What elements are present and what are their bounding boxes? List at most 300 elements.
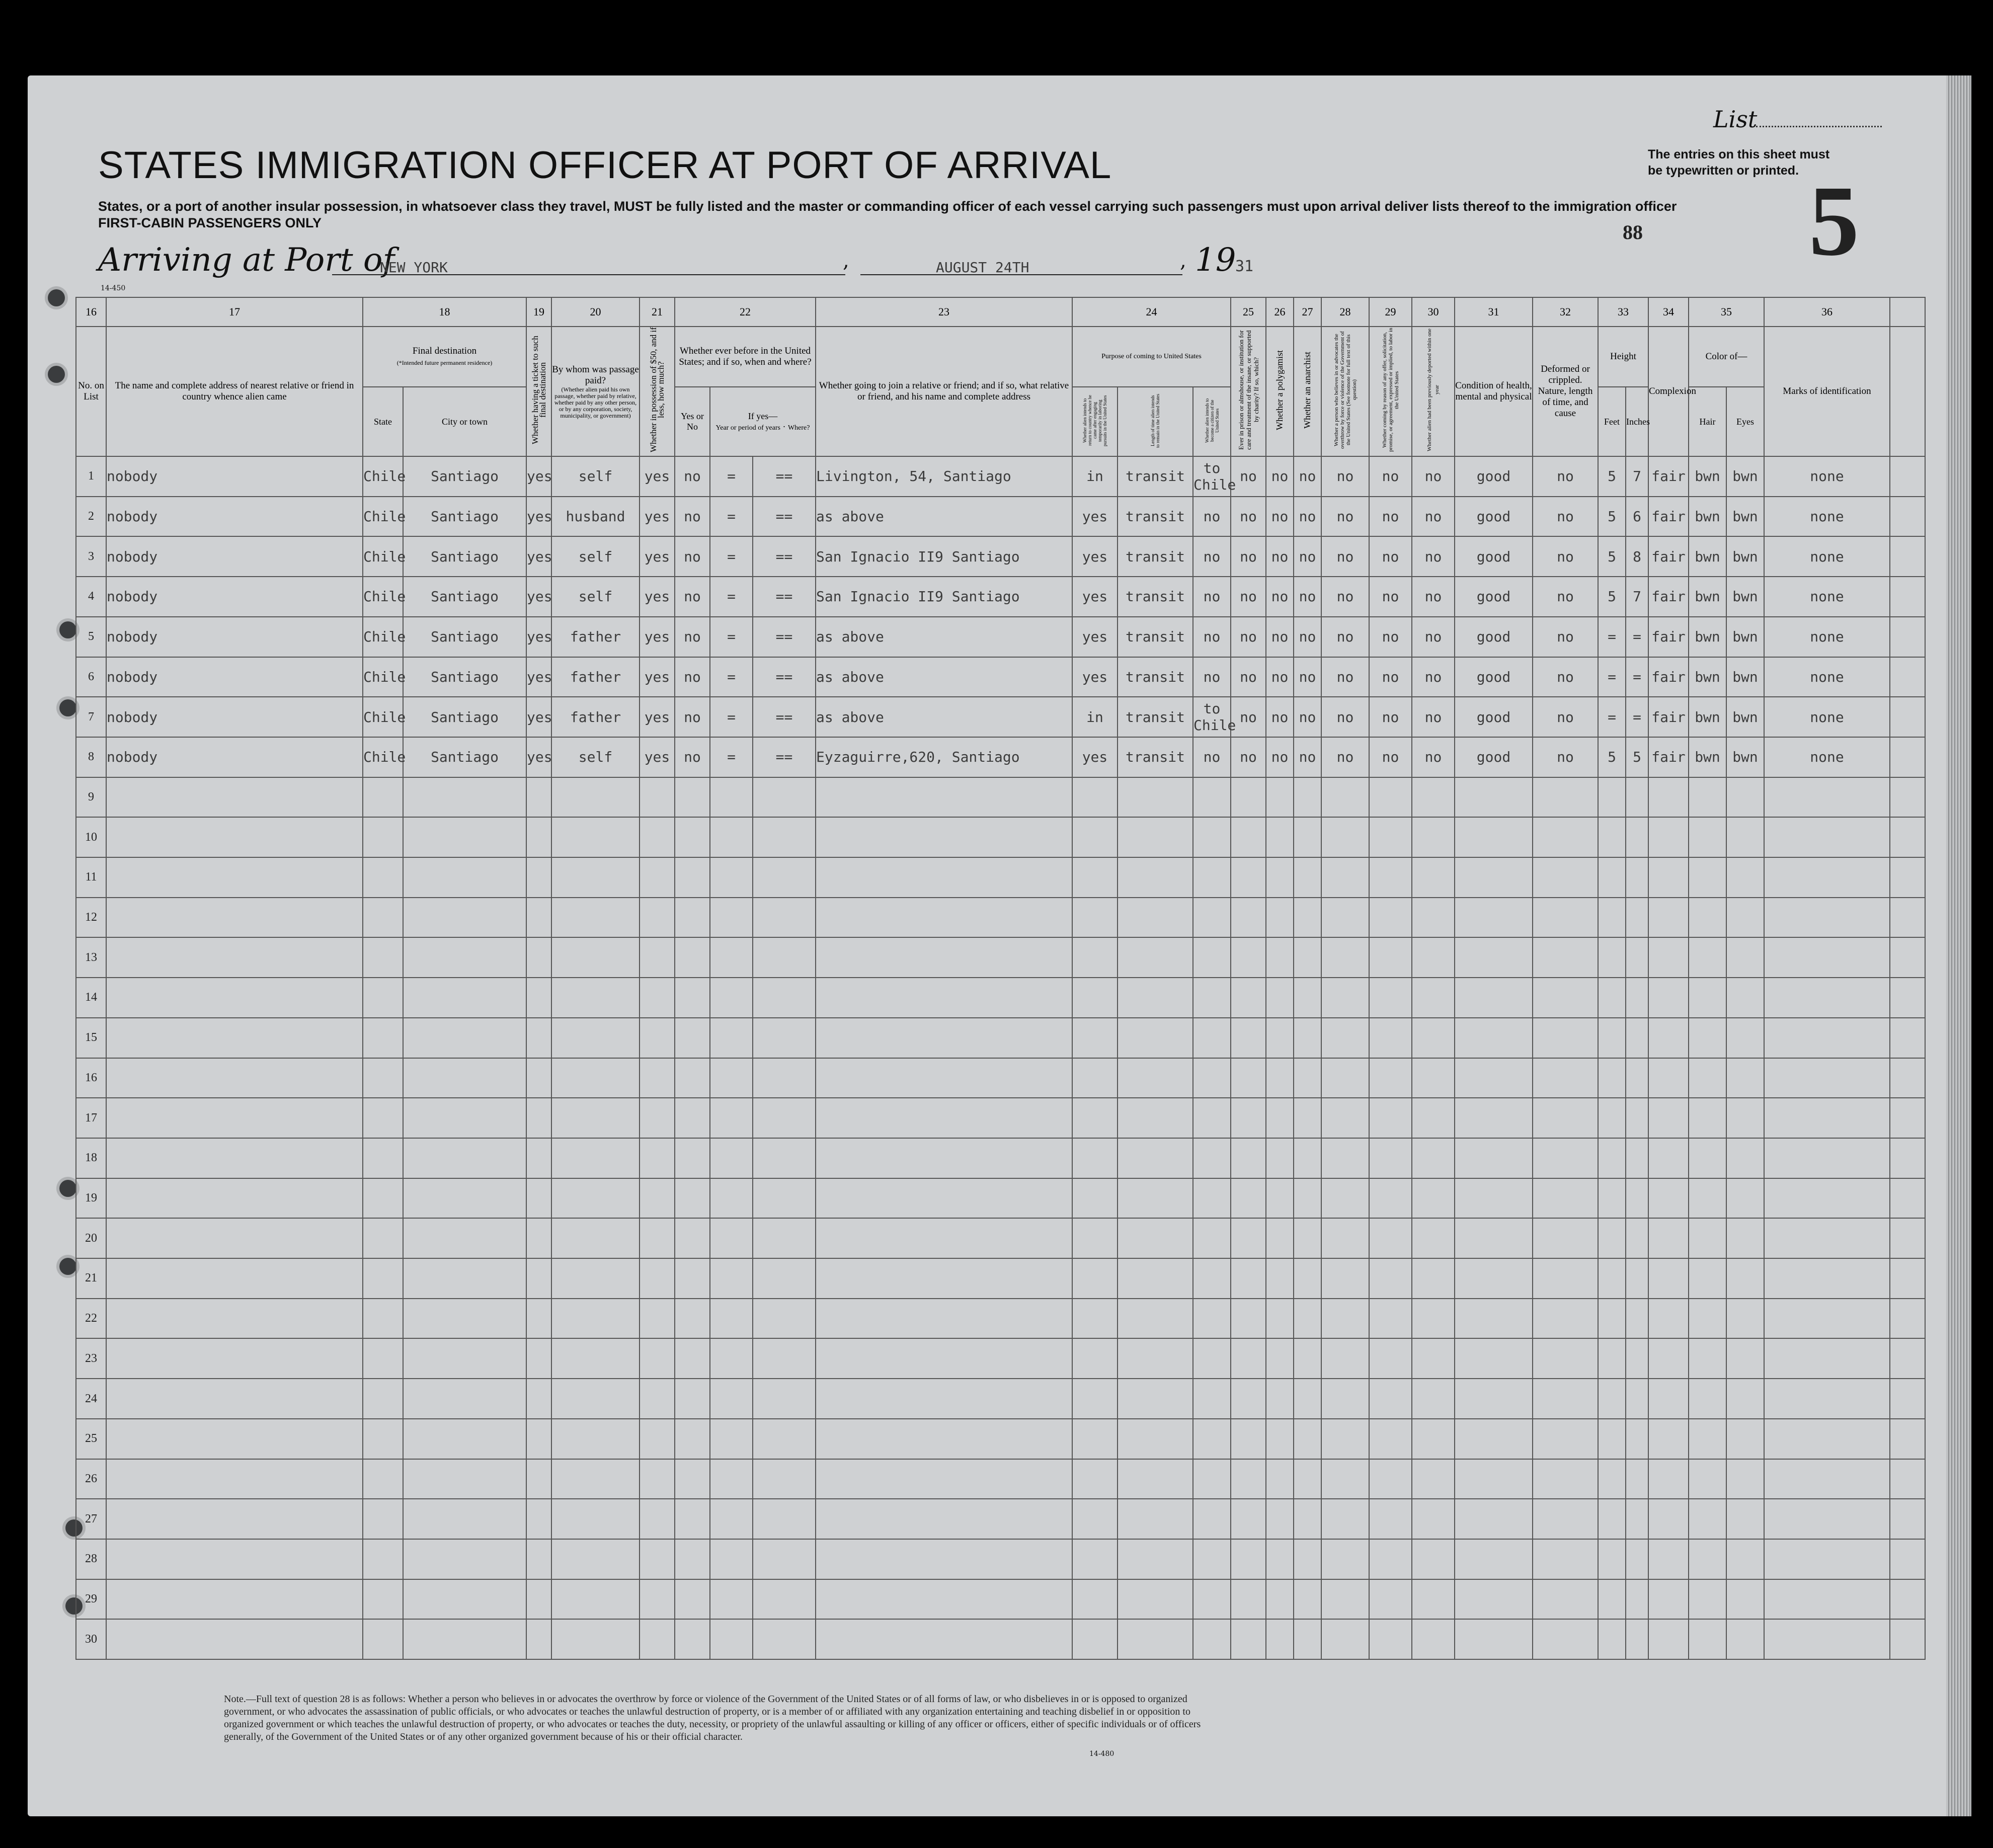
empty-cell — [1412, 937, 1455, 978]
years-cell: = — [710, 497, 753, 537]
empty-cell — [1294, 1138, 1321, 1178]
empty-cell — [1294, 1459, 1321, 1499]
extra-cell — [1890, 536, 1925, 577]
empty-cell — [1369, 1459, 1412, 1499]
purpose-return-cell: yes — [1072, 617, 1118, 657]
empty-cell — [816, 1619, 1072, 1659]
marks-cell: none — [1764, 617, 1890, 657]
eyes-cell: bwn — [1726, 536, 1764, 577]
money-cell: yes — [640, 737, 675, 777]
empty-cell — [1231, 1138, 1266, 1178]
empty-cell — [1072, 777, 1118, 818]
empty-cell — [1072, 937, 1118, 978]
row-number: 11 — [76, 857, 106, 898]
empty-cell — [526, 1619, 551, 1659]
state-cell: Chile — [363, 456, 403, 497]
sheet-number: 5 — [1809, 166, 1859, 277]
empty-cell — [1726, 1539, 1764, 1579]
empty-cell — [1598, 1579, 1626, 1620]
empty-cell — [1533, 1499, 1598, 1539]
relative-cell: nobody — [106, 497, 363, 537]
q30-cell: no — [1412, 657, 1455, 697]
empty-cell — [1266, 1218, 1294, 1258]
empty-cell — [1533, 937, 1598, 978]
empty-cell — [1890, 1258, 1925, 1299]
empty-cell — [1412, 1459, 1455, 1499]
empty-cell — [1626, 978, 1648, 1018]
empty-cell — [1294, 898, 1321, 938]
empty-cell — [1294, 777, 1321, 818]
empty-cell — [1118, 1178, 1193, 1219]
empty-cell — [106, 1058, 363, 1098]
empty-cell — [1455, 1459, 1533, 1499]
empty-cell — [1689, 1098, 1726, 1138]
eyes-cell: bwn — [1726, 737, 1764, 777]
empty-cell — [1231, 1499, 1266, 1539]
empty-cell — [403, 1098, 526, 1138]
empty-cell — [526, 1258, 551, 1299]
q30-cell: no — [1412, 617, 1455, 657]
empty-cell — [1369, 1379, 1412, 1419]
header-prison: Ever in prison or almshouse, or institution for care and treatment of the insane, or supported by charity? If so, which? — [1231, 327, 1266, 456]
empty-cell — [710, 777, 753, 818]
empty-cell — [1533, 1459, 1598, 1499]
empty-cell — [1764, 1218, 1890, 1258]
empty-cell — [1321, 1338, 1369, 1379]
empty-cell — [1726, 937, 1764, 978]
empty-cell — [1598, 1098, 1626, 1138]
empty-cell — [710, 1579, 753, 1620]
empty-cell — [1231, 1178, 1266, 1219]
empty-cell — [106, 1419, 363, 1459]
empty-cell — [1598, 857, 1626, 898]
row-number: 13 — [76, 937, 106, 978]
empty-cell — [1231, 1018, 1266, 1058]
empty-cell — [526, 978, 551, 1018]
city-cell: Santiago — [403, 456, 526, 497]
join-cell: Eyzaguirre,620, Santiago — [816, 737, 1072, 777]
where-cell: == — [753, 737, 816, 777]
header-labor-offer: Whether coming by reason of any offer, solicitation, promise, or agreement, expressed or implied, to labor in the United States — [1369, 327, 1412, 456]
empty-cell — [1294, 1178, 1321, 1219]
empty-cell — [403, 857, 526, 898]
empty-cell — [1321, 1058, 1369, 1098]
empty-cell — [1369, 1619, 1412, 1659]
empty-cell — [1294, 1379, 1321, 1419]
empty-cell — [551, 1018, 640, 1058]
empty-cell — [640, 817, 675, 857]
list-label: List — [1713, 106, 1758, 133]
header-before-in-us: Whether ever before in the United States; and if so, when and where? — [675, 327, 816, 387]
empty-cell — [1689, 1258, 1726, 1299]
empty-cell — [1764, 1619, 1890, 1659]
eyes-cell: bwn — [1726, 577, 1764, 617]
complexion-cell: fair — [1648, 536, 1689, 577]
empty-cell — [1626, 1619, 1648, 1659]
stamp-number: 88 — [1623, 221, 1643, 244]
empty-cell — [753, 978, 816, 1018]
empty-cell — [1266, 1379, 1294, 1419]
empty-cell — [1266, 1419, 1294, 1459]
empty-cell — [1689, 937, 1726, 978]
empty-cell — [1193, 1419, 1231, 1459]
empty-cell — [1533, 978, 1598, 1018]
ticket-cell: yes — [526, 737, 551, 777]
relative-cell: nobody — [106, 737, 363, 777]
empty-cell — [816, 1379, 1072, 1419]
empty-cell — [1231, 937, 1266, 978]
empty-cell — [1726, 857, 1764, 898]
empty-cell — [106, 1218, 363, 1258]
purpose-length-cell: transit — [1118, 497, 1193, 537]
empty-cell — [1626, 817, 1648, 857]
empty-cell — [526, 1379, 551, 1419]
empty-cell — [551, 817, 640, 857]
empty-cell — [675, 1619, 710, 1659]
empty-cell — [1072, 857, 1118, 898]
inches-cell: 5 — [1626, 737, 1648, 777]
empty-cell — [526, 1539, 551, 1579]
where-cell: == — [753, 456, 816, 497]
empty-cell — [1072, 1419, 1118, 1459]
empty-cell — [675, 1419, 710, 1459]
empty-cell — [1598, 1459, 1626, 1499]
empty-cell — [551, 1098, 640, 1138]
empty-cell — [1626, 1459, 1648, 1499]
join-cell: as above — [816, 657, 1072, 697]
table-row — [76, 1619, 1925, 1659]
marks-cell: none — [1764, 737, 1890, 777]
hair-cell: bwn — [1689, 497, 1726, 537]
empty-cell — [1412, 1018, 1455, 1058]
empty-cell — [1726, 1098, 1764, 1138]
empty-cell — [1294, 817, 1321, 857]
row-number: 21 — [76, 1258, 106, 1299]
empty-cell — [710, 1218, 753, 1258]
complexion-cell: fair — [1648, 697, 1689, 737]
empty-cell — [1321, 817, 1369, 857]
col-num-32: 32 — [1533, 297, 1598, 327]
empty-cell — [1533, 1338, 1598, 1379]
empty-cell — [106, 1338, 363, 1379]
empty-cell — [1598, 978, 1626, 1018]
empty-cell — [1118, 937, 1193, 978]
state-cell: Chile — [363, 737, 403, 777]
join-cell: Livington, 54, Santiago — [816, 456, 1072, 497]
empty-cell — [1231, 1579, 1266, 1620]
deformed-cell: no — [1533, 577, 1598, 617]
empty-cell — [1890, 1058, 1925, 1098]
col-num-21: 21 — [640, 297, 675, 327]
header-height: Height — [1598, 327, 1648, 387]
state-cell: Chile — [363, 536, 403, 577]
table-row — [76, 497, 1925, 537]
row-number: 8 — [76, 737, 106, 777]
empty-cell — [526, 1299, 551, 1339]
empty-cell — [1193, 1138, 1231, 1178]
empty-cell — [1689, 1018, 1726, 1058]
col-num-31: 31 — [1455, 297, 1533, 327]
empty-cell — [1626, 1419, 1648, 1459]
relative-cell: nobody — [106, 657, 363, 697]
empty-cell — [1266, 777, 1294, 818]
empty-cell — [1648, 817, 1689, 857]
inches-cell: = — [1626, 617, 1648, 657]
empty-cell — [1072, 978, 1118, 1018]
empty-cell — [710, 1058, 753, 1098]
empty-cell — [1072, 1499, 1118, 1539]
complexion-cell: fair — [1648, 657, 1689, 697]
empty-cell — [1118, 1138, 1193, 1178]
q29-cell: no — [1369, 577, 1412, 617]
empty-cell — [1369, 978, 1412, 1018]
row-number: 19 — [76, 1178, 106, 1219]
years-cell: = — [710, 577, 753, 617]
row-number: 14 — [76, 978, 106, 1018]
empty-cell — [551, 1338, 640, 1379]
empty-cell — [1294, 1619, 1321, 1659]
table-row — [76, 1419, 1925, 1459]
paid-by-cell: self — [551, 536, 640, 577]
ticket-cell: yes — [526, 577, 551, 617]
empty-cell — [1231, 1338, 1266, 1379]
empty-cell — [816, 1338, 1072, 1379]
table-row — [76, 1018, 1925, 1058]
empty-cell — [1294, 1499, 1321, 1539]
empty-cell — [1193, 1058, 1231, 1098]
empty-cell — [403, 1459, 526, 1499]
polygamist-cell: no — [1266, 657, 1294, 697]
empty-cell — [1533, 1539, 1598, 1579]
empty-cell — [1648, 1499, 1689, 1539]
empty-cell — [1689, 1299, 1726, 1339]
empty-cell — [1231, 898, 1266, 938]
money-cell: yes — [640, 497, 675, 537]
empty-cell — [403, 817, 526, 857]
empty-cell — [1455, 1419, 1533, 1459]
empty-cell — [1266, 1459, 1294, 1499]
eyes-cell: bwn — [1726, 697, 1764, 737]
ticket-cell: yes — [526, 697, 551, 737]
empty-cell — [710, 1379, 753, 1419]
empty-cell — [1321, 1299, 1369, 1339]
empty-cell — [1598, 1018, 1626, 1058]
marks-cell: none — [1764, 657, 1890, 697]
empty-cell — [710, 1539, 753, 1579]
empty-cell — [1369, 1258, 1412, 1299]
empty-cell — [1648, 1299, 1689, 1339]
empty-cell — [1321, 1258, 1369, 1299]
date-value: AUGUST 24TH — [936, 259, 1029, 276]
empty-cell — [1118, 1098, 1193, 1138]
empty-cell — [816, 937, 1072, 978]
complexion-cell: fair — [1648, 577, 1689, 617]
money-cell: yes — [640, 577, 675, 617]
empty-cell — [1598, 1499, 1626, 1539]
paid-by-cell: father — [551, 617, 640, 657]
empty-cell — [1764, 1018, 1890, 1058]
empty-cell — [1726, 1338, 1764, 1379]
empty-cell — [675, 817, 710, 857]
empty-cell — [551, 1419, 640, 1459]
years-cell: = — [710, 617, 753, 657]
empty-cell — [1412, 777, 1455, 818]
empty-cell — [1764, 1419, 1890, 1459]
header-list-number: No. on List — [76, 327, 106, 456]
header-color: Color of— — [1689, 327, 1764, 387]
table-row — [76, 1579, 1925, 1620]
empty-cell — [1118, 1539, 1193, 1579]
purpose-return-cell: yes — [1072, 737, 1118, 777]
empty-cell — [1455, 1098, 1533, 1138]
anarchist-cell: no — [1294, 577, 1321, 617]
empty-cell — [363, 1539, 403, 1579]
header-final-destination: Final destination (*Intended future permanent residence) — [363, 327, 526, 387]
empty-cell — [551, 1258, 640, 1299]
empty-cell — [1321, 1178, 1369, 1219]
purpose-citizen-cell: to Chile — [1193, 697, 1231, 737]
empty-cell — [1689, 777, 1726, 818]
marks-cell: none — [1764, 577, 1890, 617]
empty-cell — [403, 1018, 526, 1058]
anarchist-cell: no — [1294, 456, 1321, 497]
empty-cell — [1890, 857, 1925, 898]
empty-cell — [1321, 898, 1369, 938]
empty-cell — [106, 1098, 363, 1138]
empty-cell — [1266, 1058, 1294, 1098]
empty-cell — [816, 898, 1072, 938]
header-join-relative: Whether going to join a relative or friend; and if so, what relative or friend, and his name and complete address — [816, 327, 1072, 456]
empty-cell — [1072, 1299, 1118, 1339]
row-number: 24 — [76, 1379, 106, 1419]
empty-cell — [1648, 1619, 1689, 1659]
hair-cell: bwn — [1689, 697, 1726, 737]
inches-cell: 8 — [1626, 536, 1648, 577]
empty-cell — [816, 1018, 1072, 1058]
empty-cell — [1321, 777, 1369, 818]
empty-cell — [1294, 1539, 1321, 1579]
row-number: 27 — [76, 1499, 106, 1539]
empty-cell — [526, 857, 551, 898]
empty-cell — [1626, 1539, 1648, 1579]
extra-cell — [1890, 577, 1925, 617]
ticket-cell: yes — [526, 617, 551, 657]
empty-cell — [1072, 1619, 1118, 1659]
empty-cell — [1455, 1338, 1533, 1379]
empty-cell — [1193, 1098, 1231, 1138]
city-cell: Santiago — [403, 657, 526, 697]
q28-cell: no — [1321, 497, 1369, 537]
empty-cell — [1266, 898, 1294, 938]
empty-cell — [1231, 1299, 1266, 1339]
empty-cell — [1321, 1419, 1369, 1459]
col-num-26: 26 — [1266, 297, 1294, 327]
purpose-length-cell: transit — [1118, 617, 1193, 657]
empty-cell — [1626, 1299, 1648, 1339]
empty-cell — [753, 1058, 816, 1098]
empty-cell — [1626, 898, 1648, 938]
empty-cell — [1412, 1379, 1455, 1419]
empty-cell — [1598, 1258, 1626, 1299]
years-cell: = — [710, 697, 753, 737]
empty-cell — [675, 1138, 710, 1178]
table-row — [76, 1258, 1925, 1299]
empty-cell — [675, 1579, 710, 1620]
q30-cell: no — [1412, 536, 1455, 577]
empty-cell — [640, 1018, 675, 1058]
form-subtitle: States, or a port of another insular possession, in whatsoever class they travel, MUST be fully listed and the master or commanding officer of each vessel carrying such passengers must upon arrival deliver lists thereof to the immigration officer — [98, 199, 1677, 214]
empty-cell — [1455, 777, 1533, 818]
empty-cell — [710, 898, 753, 938]
empty-cell — [1648, 1098, 1689, 1138]
header-purpose-return: Whether alien intends to return to country whence he came after engaging temporarily in laboring pursuits in the United States — [1072, 387, 1118, 456]
empty-cell — [1072, 1459, 1118, 1499]
empty-cell — [1455, 898, 1533, 938]
table-row — [76, 1058, 1925, 1098]
table-row — [76, 697, 1925, 737]
col-num-20: 20 — [551, 297, 640, 327]
col-num-17: 17 — [106, 297, 363, 327]
empty-cell — [526, 1178, 551, 1219]
table-row — [76, 1379, 1925, 1419]
empty-cell — [675, 1539, 710, 1579]
q29-cell: no — [1369, 536, 1412, 577]
empty-cell — [1231, 1619, 1266, 1659]
paid-by-cell: husband — [551, 497, 640, 537]
empty-cell — [106, 1299, 363, 1339]
empty-cell — [1533, 1258, 1598, 1299]
empty-cell — [1231, 1539, 1266, 1579]
relative-cell: nobody — [106, 536, 363, 577]
empty-cell — [363, 1178, 403, 1219]
empty-cell — [816, 1499, 1072, 1539]
col-num-30: 30 — [1412, 297, 1455, 327]
table-row — [76, 1299, 1925, 1339]
header-purpose-citizen: Whether alien intends to become a citizen of the United States — [1193, 387, 1231, 456]
empty-cell — [1726, 1299, 1764, 1339]
col-num-23: 23 — [816, 297, 1072, 327]
empty-cell — [551, 1619, 640, 1659]
deformed-cell: no — [1533, 617, 1598, 657]
empty-cell — [710, 1419, 753, 1459]
table-row — [76, 1098, 1925, 1138]
header-question-28: Whether a person who believes in or advocates the overthrow by force or violence of the Government of the United States (See footnote for full text of this question) — [1321, 327, 1369, 456]
empty-cell — [106, 817, 363, 857]
arriving-label: Arriving at Port of — [98, 242, 395, 279]
empty-cell — [526, 1579, 551, 1620]
empty-cell — [363, 857, 403, 898]
row-number: 7 — [76, 697, 106, 737]
empty-cell — [363, 1058, 403, 1098]
empty-cell — [1598, 1539, 1626, 1579]
empty-cell — [1294, 1579, 1321, 1620]
q29-cell: no — [1369, 617, 1412, 657]
table-row — [76, 1539, 1925, 1579]
empty-cell — [1072, 898, 1118, 938]
empty-cell — [1266, 857, 1294, 898]
empty-cell — [675, 978, 710, 1018]
empty-cell — [526, 777, 551, 818]
empty-cell — [1193, 1619, 1231, 1659]
empty-cell — [1648, 898, 1689, 938]
feet-cell: 5 — [1598, 497, 1626, 537]
header-feet: Feet — [1598, 387, 1626, 456]
empty-cell — [526, 1218, 551, 1258]
empty-cell — [526, 1018, 551, 1058]
header-deformed: Deformed or crippled. Nature, length of time, and cause — [1533, 327, 1598, 456]
empty-cell — [1412, 857, 1455, 898]
empty-cell — [753, 937, 816, 978]
